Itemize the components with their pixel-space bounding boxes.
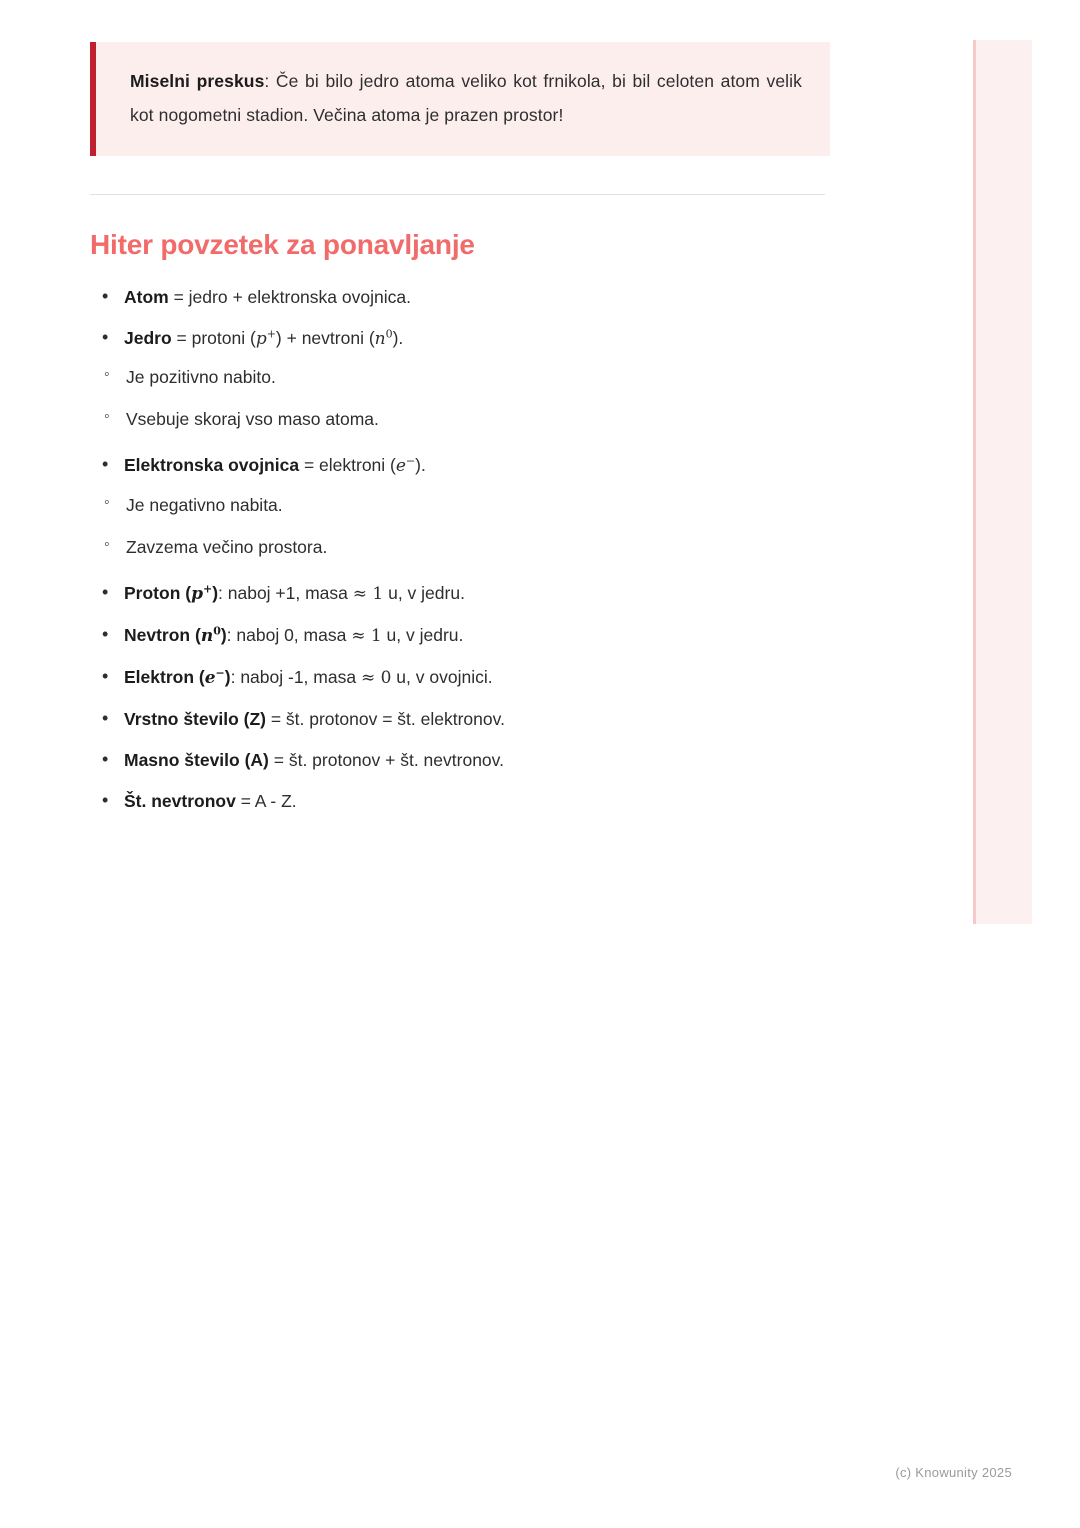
callout-text	[130, 64, 802, 132]
list-item-text: = št. protonov = št. elektronov.	[265, 709, 505, 730]
list-item-text: ).	[415, 455, 426, 476]
symbol-neutron: $n^0$	[200, 624, 221, 646]
symbol-electron: e−	[204, 666, 225, 688]
list-item-term: Vrstno število (Z)	[124, 709, 266, 730]
sub-list-jedro	[90, 363, 830, 433]
callout-label: Miselni preskus	[130, 71, 265, 91]
list-item	[90, 663, 830, 692]
symbol-electron: e−	[395, 454, 416, 477]
list-item	[90, 705, 830, 733]
list-item-term: Nevtron (	[124, 624, 201, 645]
list-item: ◦ Je negativno nabita.	[90, 491, 830, 519]
approx-value: ≈ 1	[352, 583, 384, 604]
symbol-neutron: $n^0$	[374, 327, 393, 350]
approx-value: ≈ 0	[360, 668, 392, 688]
sub-list-ovojnica	[90, 491, 830, 561]
list-item-text: u, v jedru.	[381, 624, 464, 645]
list-item-term: Atom	[124, 287, 169, 308]
list-item-term: Jedro	[124, 328, 172, 349]
summary-list	[90, 283, 830, 815]
list-item-text: : naboj +1, masa	[218, 582, 353, 603]
list-item: ◦ Vsebuje skoraj vso maso atoma.	[90, 405, 830, 433]
callout-body: : Če bi bilo jedro atoma veliko kot frnikola, bi bil celoten atom velik kot nogometni stadion. Večina atoma je prazen prostor!	[130, 71, 802, 126]
list-item	[90, 621, 830, 650]
list-item-term-end: )	[220, 624, 227, 645]
list-item-text: ) + nevtroni (	[275, 328, 375, 349]
symbol-proton: p+	[255, 327, 276, 350]
list-item	[90, 324, 830, 353]
right-decorative-stripe	[974, 40, 1032, 924]
list-item-text: = A - Z.	[235, 791, 297, 812]
list-item	[90, 787, 830, 815]
footer-copyright: (c) Knowunity 2025	[895, 1465, 1012, 1480]
right-decorative-stripe-border	[973, 40, 976, 924]
list-item-term: Št. nevtronov	[124, 791, 236, 812]
document-content	[90, 42, 830, 828]
symbol-proton: p+	[191, 581, 213, 604]
list-item	[90, 746, 830, 774]
list-item-text: = elektroni (	[299, 455, 396, 476]
list-item: ◦ Zavzema večino prostora.	[90, 533, 830, 561]
horizontal-divider	[90, 194, 825, 195]
list-item-text: : naboj 0, masa	[226, 624, 352, 645]
list-item	[90, 579, 830, 608]
list-item-text: : naboj -1, masa	[230, 667, 361, 687]
list-item-term-end: )	[224, 667, 231, 687]
list-item	[90, 451, 830, 480]
list-item-term-end: )	[212, 582, 219, 603]
list-item-text: u, v ovojnici.	[391, 667, 493, 687]
list-item-text: = št. protonov + št. nevtronov.	[268, 750, 504, 771]
approx-value: ≈ 1	[351, 625, 382, 646]
list-item-term: Elektronska ovojnica	[124, 455, 300, 476]
callout-thought-experiment	[90, 42, 830, 156]
list-item-term: Proton (	[124, 582, 192, 603]
list-item-text: u, v jedru.	[383, 582, 465, 603]
list-item-term: Masno število (A)	[124, 750, 269, 771]
list-item-term: Elektron (	[124, 667, 205, 687]
list-item-text: = jedro + elektronska ovojnica.	[168, 287, 411, 308]
list-item	[90, 283, 830, 311]
list-item-text: ).	[392, 328, 404, 349]
section-heading-summary: Hiter povzetek za ponavljanje	[90, 229, 475, 261]
list-item-text: = protoni (	[171, 328, 256, 349]
list-item: ◦ Je pozitivno nabito.	[90, 363, 830, 391]
